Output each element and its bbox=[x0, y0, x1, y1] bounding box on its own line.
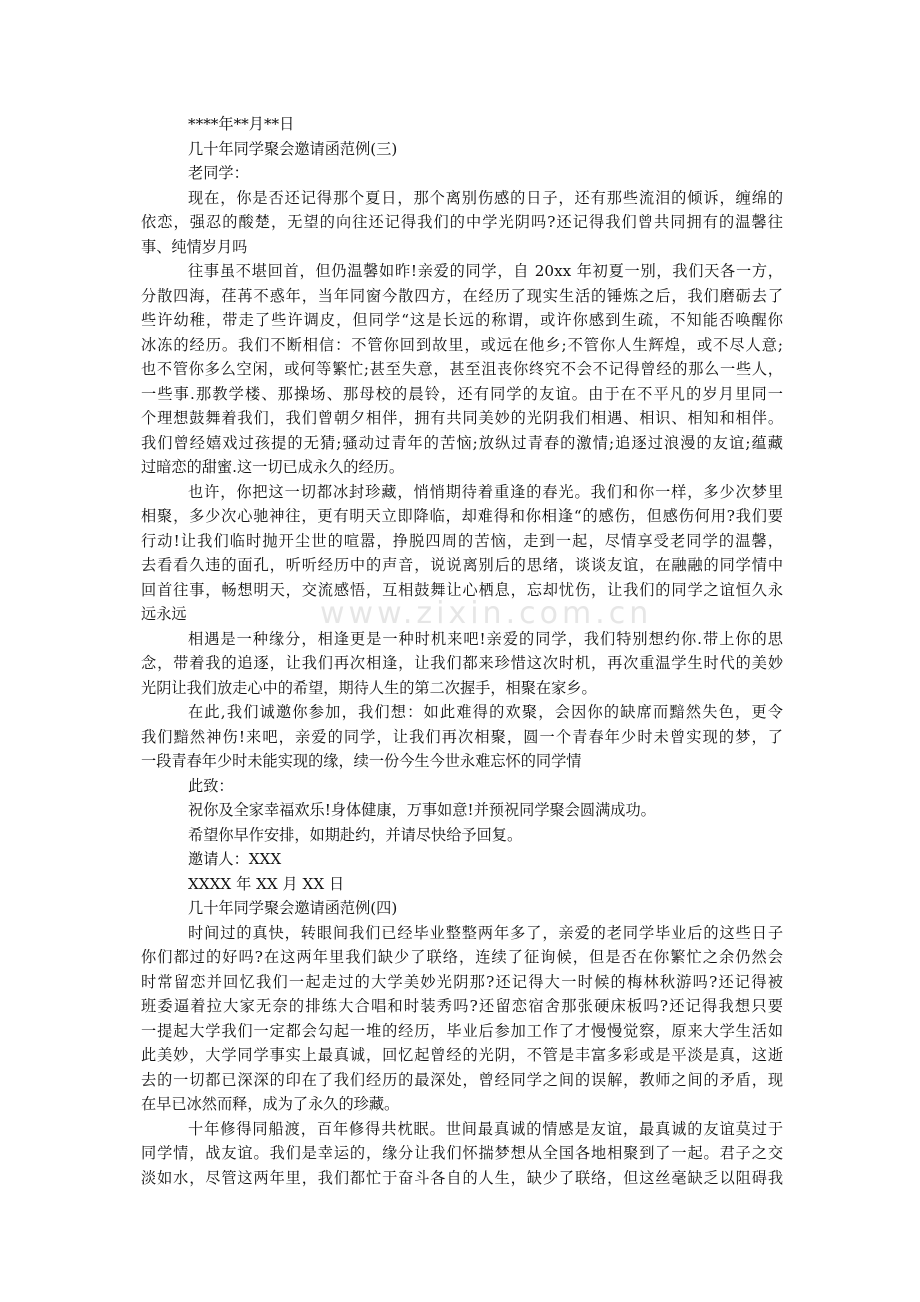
document-body bbox=[141, 112, 783, 1190]
text-line: ****年**月**日 bbox=[188, 115, 295, 133]
text-line: 依恋，强忍的酸楚，无望的向往还记得我们的中学光阴吗?还记得我们曾共同拥有的温馨往 bbox=[141, 213, 783, 231]
text-line: 念，带着我的追逐，让我们再次相逢，让我们都来珍惜这次时机，再次重温学生时代的美妙 bbox=[141, 654, 783, 672]
text-line: 也许，你把这一切都冰封珍藏，悄悄期待着重逢的春光。我们和你一样，多少次梦里 bbox=[188, 482, 783, 501]
text-line: 祝你及全家幸福欢乐!身体健康，万事如意!并预祝同学聚会圆满成功。 bbox=[188, 801, 656, 819]
text-line: 分散四海，荏苒不惑年，当年同窗今散四方，在经历了现实生活的锤炼之后，我们磨砺去了 bbox=[141, 286, 783, 305]
text-line: 过暗恋的甜蜜.这一切已成永久的经历。 bbox=[141, 458, 405, 476]
text-line: 光阴让我们放走心中的希望，期待人生的第二次握手，相聚在家乡。 bbox=[141, 678, 597, 697]
text-line: 你们都过的好吗?在这两年里我们缺少了联络，连续了征询候，但是否在你繁忙之余仍然会 bbox=[141, 948, 783, 966]
text-line: 邀请人：XXX bbox=[188, 850, 282, 868]
text-line: 几十年同学聚会邀请函范例(四) bbox=[188, 899, 398, 917]
text-line: 老同学： bbox=[188, 164, 249, 182]
text-line: 去看看久违的面孔，听听经历中的声音，说说离别后的思绪，谈谈友谊，在融融的同学情中 bbox=[141, 556, 783, 574]
text-line: 时间过的真快，转眼间我们已经毕业整整两年多了，亲爱的老同学毕业后的这些日子 bbox=[188, 923, 783, 942]
text-line: 冰冻的经历。我们不断相信：不管你回到故里，或远在他乡;不管你人生辉煌，或不尽人意; bbox=[141, 335, 783, 354]
text-line: 行动!让我们临时抛开尘世的喧嚣，挣脱四周的苦恼，走到一起，尽情享受老同学的温馨， bbox=[141, 531, 783, 550]
text-line: 几十年同学聚会邀请函范例(三) bbox=[188, 139, 398, 158]
text-line: 一些事.那教学楼、那操场、那母校的晨铃，还有同学的友谊。由于在不平凡的岁月里同一 bbox=[141, 384, 783, 403]
text-line: 个理想鼓舞着我们，我们曾朝夕相伴，拥有共同美妙的光阴我们相遇、相识、相知和相伴。 bbox=[141, 409, 783, 427]
text-line: XXXX 年 XX 月 XX 日 bbox=[188, 874, 345, 893]
text-line: 些许幼稚，带走了些许调皮，但同学“这是长远的称谓，或许你感到生疏，不知能否唤醒你 bbox=[141, 311, 783, 329]
text-line: 相遇是一种缘分，相逢更是一种时机来吧!亲爱的同学，我们特别想约你.带上你的思 bbox=[188, 629, 783, 648]
text-line: 我们曾经嬉戏过孩提的无猜;骚动过青年的苦恼;放纵过青春的激情;追逐过浪漫的友谊;蕴藏 bbox=[141, 433, 783, 452]
text-line: 时常留恋并回忆我们一起走过的大学美妙光阴那?还记得大一时候的梅林秋游吗?还记得被 bbox=[141, 972, 783, 991]
text-line: 淡如水，尽管这两年里，我们都忙于奋斗各自的人生，缺少了联络，但这丝毫缺乏以阻碍我 bbox=[141, 1168, 783, 1187]
text-line: 一段青春年少时未能实现的缘，续一份今生今世永难忘怀的同学情 bbox=[141, 752, 582, 770]
text-line: 远永远 bbox=[141, 605, 187, 623]
text-line: 现在，你是否还记得那个夏日，那个离别伤感的日子，还有那些流泪的倾诉，缠绵的 bbox=[188, 188, 783, 207]
text-line: 事、纯情岁月吗 bbox=[141, 237, 248, 256]
text-line: 往事虽不堪回首，但仍温馨如昨!亲爱的同学，自 20xx 年初夏一别，我们天各一方， bbox=[188, 262, 783, 280]
text-line: 相聚，多少次心驰神往，更有明天立即降临，却难得和你相逢“的感伤，但感伤何用?我们要 bbox=[141, 507, 783, 525]
text-line: 希望你早作安排，如期赴约，并请尽快给予回复。 bbox=[188, 825, 523, 844]
text-line: 在此,我们诚邀你参加，我们想：如此难得的欢聚，会因你的缺席而黯然失色，更令 bbox=[188, 703, 783, 721]
text-line: 在早已冰然而释，成为了永久的珍藏。 bbox=[141, 1095, 400, 1113]
text-line: 同学情，战友谊。我们是幸运的，缘分让我们怀揣梦想从全国各地相聚到了一起。君子之交 bbox=[141, 1144, 783, 1162]
text-line: 此致： bbox=[188, 776, 234, 795]
text-line: 班委逼着拉大家无奈的排练大合唱和时装秀吗?还留恋宿舍那张硬床板吗?还记得我想只要 bbox=[141, 997, 783, 1015]
text-line: 回首往事，畅想明天，交流感悟，互相鼓舞让心栖息，忘却忧伤，让我们的同学之谊恒久永 bbox=[141, 580, 783, 599]
text-line: 十年修得同船渡，百年修得共枕眠。世间最真诚的情感是友谊，最真诚的友谊莫过于 bbox=[188, 1119, 783, 1138]
text-line: 此美妙，大学同学事实上最真诚，回忆起曾经的光阴，不管是丰富多彩或是平淡是真，这逝 bbox=[141, 1046, 783, 1064]
text-line: 一提起大学我们一定都会勾起一堆的经历，毕业后参加工作了才慢慢觉察，原来大学生活如 bbox=[141, 1021, 783, 1040]
text-line: 也不管你多么空闲，或何等繁忙;甚至失意，甚至沮丧你终究不会不记得曾经的那么一些人， bbox=[141, 360, 783, 378]
watermark: www.zixin.com.cn bbox=[320, 596, 653, 631]
text-line: 我们黯然神伤!来吧，亲爱的同学，让我们再次相聚，圆一个青春年少时未曾实现的梦，了 bbox=[141, 727, 783, 746]
text-line: 去的一切都已深深的印在了我们经历的最深处，曾经同学之间的误解，教师之间的矛盾，现 bbox=[141, 1070, 783, 1089]
